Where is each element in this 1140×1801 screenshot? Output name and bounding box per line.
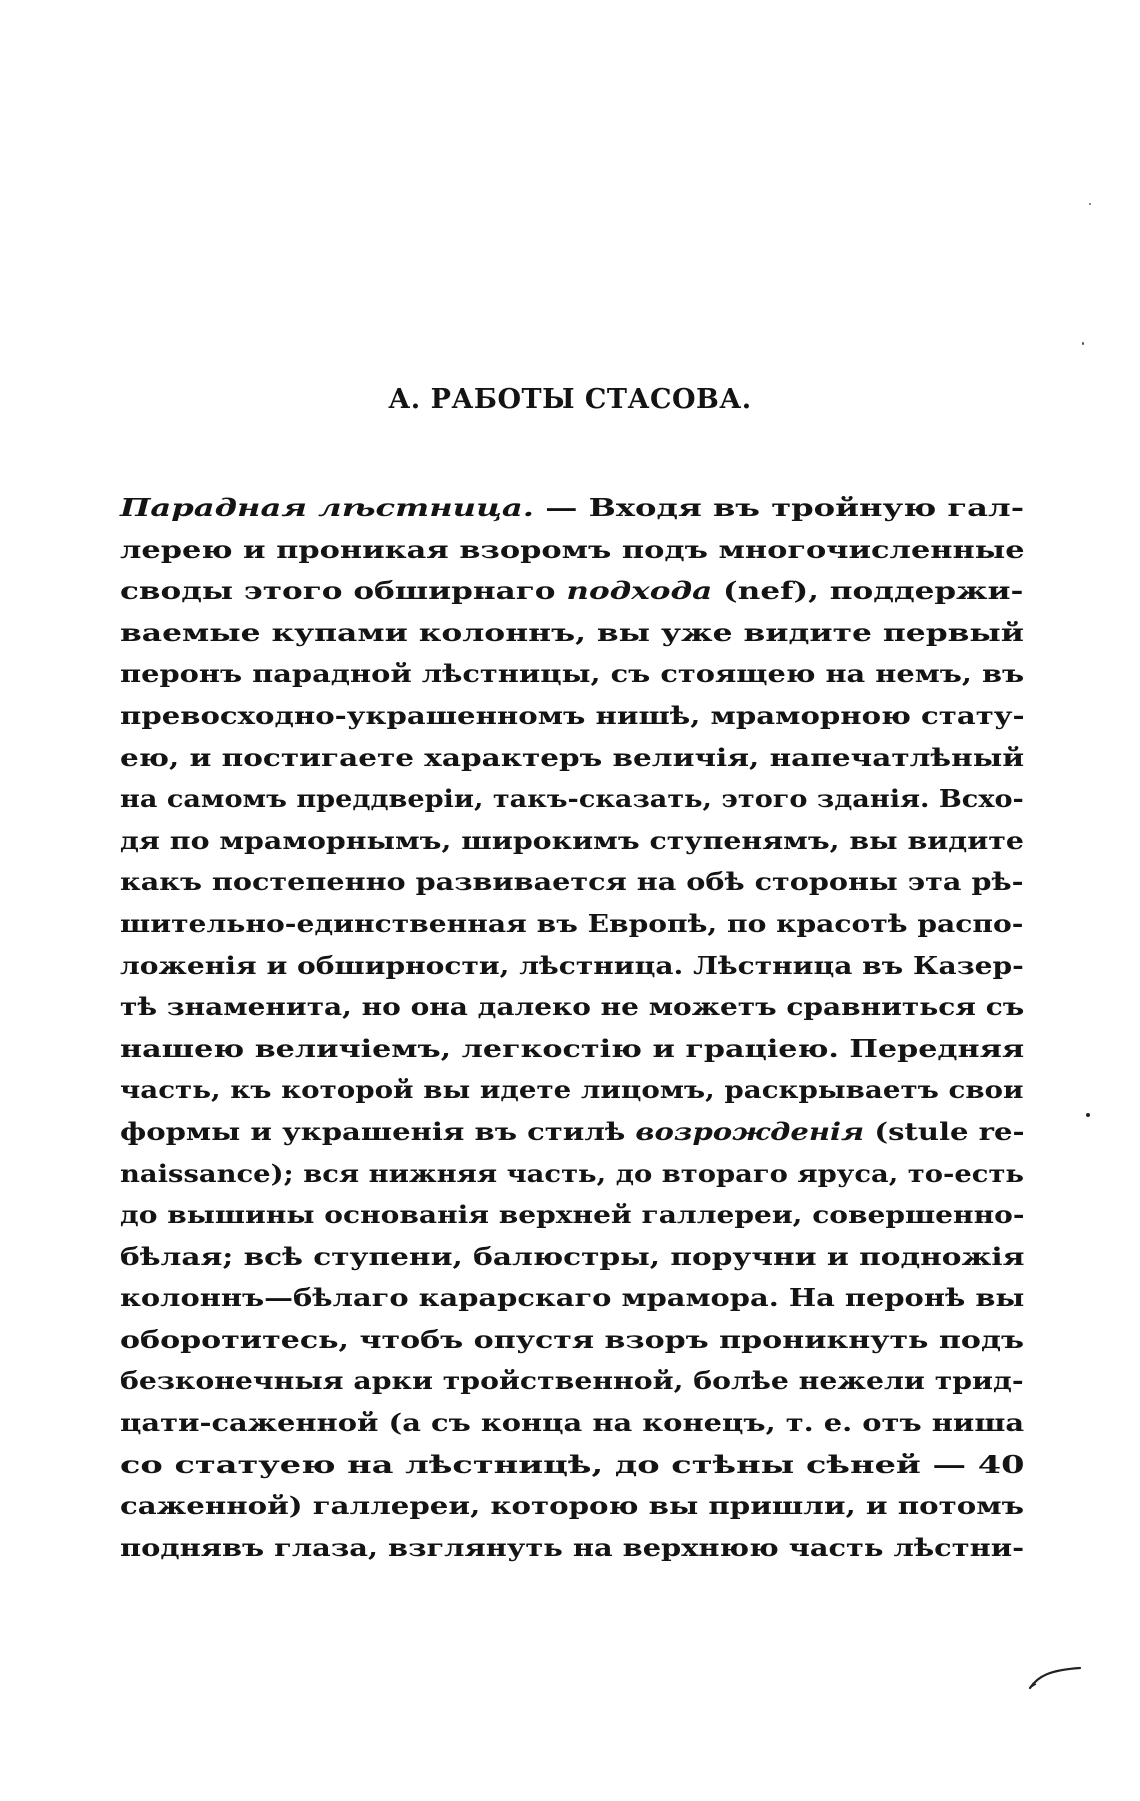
text-segment: ею, и постигаете характеръ величія, напечатлѣный xyxy=(120,742,1025,772)
italic-term: возрожденія xyxy=(635,1116,865,1146)
text-segment: на самомъ преддверіи, такъ-сказать, этого зданія. Всхо- xyxy=(120,784,1024,814)
text-line xyxy=(120,570,1140,612)
text-segment: нашею величіемъ, легкостію и граціею. Передняя xyxy=(120,1033,1025,1063)
text-segment: со статуею на лѣстницѣ, до стѣны сѣней — 40 xyxy=(120,1449,1025,1479)
text-line xyxy=(120,1111,1140,1153)
text-segment: своды этого обширнаго xyxy=(120,576,567,606)
text-line xyxy=(120,1444,1140,1486)
text-segment: какъ постепенно развивается на обѣ стороны эта рѣ- xyxy=(120,867,1024,897)
text-line xyxy=(120,820,1140,862)
text-line xyxy=(120,778,1120,820)
text-line xyxy=(120,945,1140,987)
text-segment: до вышины основанія верхней галлереи, совершенно- xyxy=(120,1200,1025,1230)
text-segment: бѣлая; всѣ ступени, балюстры, поручни и подножія xyxy=(120,1241,1025,1271)
text-line xyxy=(120,653,1140,695)
text-segment: формы и украшенія въ стилѣ xyxy=(120,1116,636,1146)
text-line xyxy=(120,1277,1140,1319)
text-line xyxy=(120,487,1140,529)
text-line xyxy=(120,1360,1140,1402)
text-line xyxy=(120,903,1140,945)
text-segment: тѣ знаменита, но она далеко не можетъ сравниться съ xyxy=(120,992,1025,1022)
pen-flourish-mark xyxy=(1024,1662,1084,1692)
text-segment: naissance); вся нижняя часть, до втораго яруса, то-есть xyxy=(120,1158,1025,1188)
text-line xyxy=(120,986,1140,1028)
text-segment: шительно-единственная въ Европѣ, по красотѣ распо- xyxy=(120,908,1024,938)
text-segment: ложенія и обширности, лѣстница. Лѣстница въ Казер- xyxy=(120,950,1024,980)
text-line xyxy=(120,1028,1140,1070)
body-paragraph xyxy=(120,487,1024,1568)
italic-term: подхода xyxy=(566,576,713,606)
text-segment: ваемые купами колоннъ, вы уже видите первый xyxy=(120,617,1025,647)
text-segment: дя по мраморнымъ, широкимъ ступенямъ, вы видите xyxy=(120,825,1024,855)
text-segment: поднявъ глаза, взглянуть на верхнюю часть лѣстни- xyxy=(120,1532,1025,1562)
ink-speck xyxy=(1089,203,1091,205)
text-line xyxy=(120,1069,1140,1111)
text-segment: перонъ парадной лѣстницы, съ стоящею на немъ, въ xyxy=(120,659,1025,689)
text-line xyxy=(120,1194,1140,1236)
text-line xyxy=(120,612,1140,654)
text-segment: оборотитесь, чтобъ опустя взоръ проникнуть подъ xyxy=(120,1324,1025,1354)
text-line xyxy=(120,1319,1140,1361)
italic-term: Парадная лѣстница. xyxy=(120,493,535,522)
text-line xyxy=(120,737,1140,779)
ink-speck xyxy=(1086,1113,1090,1117)
text-segment: цати-саженной (а съ конца на конецъ, т. е. отъ ниша xyxy=(120,1408,1025,1438)
text-segment: — Входя въ тройную гал- xyxy=(534,493,1025,522)
text-segment: превосходно-украшенномъ нишѣ, мраморною стату- xyxy=(120,700,1025,730)
text-segment: саженной) галлереи, которою вы пришли, и потомъ xyxy=(120,1491,1025,1521)
text-line xyxy=(120,1153,1130,1195)
text-segment: (nef), поддержи- xyxy=(712,576,1024,606)
text-segment: безконечныя арки тройственной, болѣе нежели трид- xyxy=(120,1366,1024,1396)
ink-speck xyxy=(1082,342,1084,345)
text-line xyxy=(120,1527,1140,1569)
section-heading: А. РАБОТЫ СТАСОВА. xyxy=(388,384,752,415)
text-line xyxy=(120,1402,1140,1444)
text-segment: лерею и проникая взоромъ подъ многочисленные xyxy=(120,534,1025,564)
text-segment: колоннъ—бѣлаго карарскаго мрамора. На перонѣ вы xyxy=(120,1283,1025,1313)
text-line xyxy=(120,1236,1140,1278)
text-line xyxy=(120,695,1140,737)
text-segment: (stule re- xyxy=(864,1116,1025,1146)
text-line xyxy=(120,1485,1140,1527)
text-line xyxy=(120,529,1140,571)
text-line xyxy=(120,861,1140,903)
text-segment: часть, къ которой вы идете лицомъ, раскрываетъ свои xyxy=(120,1075,1024,1105)
